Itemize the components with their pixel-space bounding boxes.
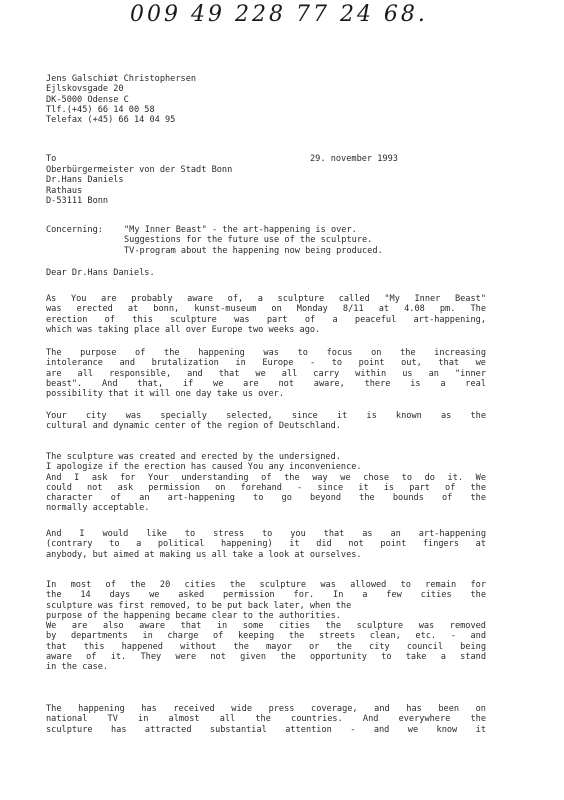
recipient-line: Oberbürgermeister von der Stadt Bonn (46, 165, 233, 175)
paragraph-line: aware of it. They were not given the opportunity to take a stand (46, 652, 486, 663)
concerning-line: TV-program about the happening now being produced. (124, 245, 383, 256)
paragraph-line: We are also aware that in some cities the sculpture was removed (46, 621, 486, 632)
concerning-line: Suggestions for the future use of the sculpture. (124, 235, 373, 246)
recipient-line: Rathaus (46, 185, 83, 196)
paragraph-line: by departments in charge of keeping the streets clean, etc. - and (46, 631, 486, 642)
handwritten-fax-number: 009 49 228 77 24 68. (130, 2, 428, 27)
paragraph-line: was erected at bonn, kunst-museum on Monday 8/11 at 4.08 pm. The (46, 304, 486, 315)
paragraph-line: the 14 days we asked permission for. In a few cities the (46, 590, 486, 601)
paragraph-line: The sculpture was created and erected by the undersigned. (46, 452, 341, 462)
paragraph-line: are all responsible, and that we all carry within us an "inner (46, 368, 486, 379)
paragraph-1 (46, 294, 486, 335)
sender-address (46, 74, 486, 125)
paragraph-5 (46, 529, 486, 560)
paragraph-line: The purpose of the happening was to focus on the increasing (46, 348, 486, 358)
paragraph-line: in the case. (46, 662, 109, 673)
sender-line: Ejlskovsgade 20 (46, 84, 124, 95)
paragraph-line: And I would like to stress to you that as an art-happening (46, 529, 486, 539)
paragraph-4 (46, 452, 486, 514)
sender-line: Tlf.(+45) 66 14 00 58 (46, 104, 155, 115)
paragraph-line: (contrary to a political happening) it did not point fingers at (46, 539, 486, 550)
recipient-line: Dr.Hans Daniels (46, 175, 124, 186)
paragraph-line: character of an art-happening to go beyond the bounds of the (46, 493, 486, 504)
paragraph-line: beast". And that, if we are not aware, there is a real (46, 378, 486, 389)
paragraph-2 (46, 348, 486, 399)
paragraph-line: Your city was specially selected, since it is known as the (46, 411, 486, 421)
paragraph-line: anybody, but aimed at making us all take a look at ourselves. (46, 549, 362, 560)
sender-line: Jens Galschiøt Christophersen (46, 74, 197, 84)
concerning-subject (124, 225, 486, 256)
paragraph-line: I apologize if the erection has caused You any inconvenience. (46, 462, 362, 473)
paragraph-line: possibility that it will one day take us over. (46, 389, 284, 400)
paragraph-7 (46, 704, 486, 735)
paragraph-line: sculpture has attracted substantial attention - and we know it (46, 724, 486, 735)
concerning-label: Concerning: (46, 225, 103, 235)
sender-line: Telefax (+45) 66 14 04 95 (46, 115, 176, 126)
paragraph-line: The happening has received wide press coverage, and has been on (46, 704, 486, 714)
paragraph-line: As You are probably aware of, a sculpture called "My Inner Beast" (46, 294, 486, 304)
paragraph-line: normally acceptable. (46, 503, 150, 514)
concerning-line: "My Inner Beast" - the art-happening is over. (124, 225, 357, 235)
letter-date: 29. november 1993 (310, 154, 398, 164)
to-label (46, 154, 486, 164)
paragraph-line: In most of the 20 cities the sculpture was allowed to remain for (46, 580, 486, 590)
paragraph-3 (46, 411, 486, 432)
paragraph-line: And I ask for Your understanding of the way we chose to do it. We (46, 472, 486, 483)
paragraph-line: intolerance and brutalization in Europe - to point out, that we (46, 358, 486, 369)
paragraph-line: sculpture was first removed, to be put back later, when the (46, 600, 352, 611)
paragraph-6 (46, 580, 486, 673)
recipient-line: D-53111 Bonn (46, 195, 109, 206)
recipient-address (46, 165, 486, 206)
paragraph-line: cultural and dynamic center of the region of Deutschland. (46, 421, 341, 432)
salutation (46, 268, 486, 278)
paragraph-line: that this happened without the mayor or the city council being (46, 641, 486, 652)
paragraph-line: which was taking place all over Europe two weeks ago. (46, 324, 321, 335)
paragraph-line: erection of this sculpture was part of a peaceful art-happening, (46, 314, 486, 325)
to-label-text: To (46, 154, 57, 164)
sender-line: DK-5000 Odense C (46, 94, 129, 105)
paragraph-line: could not ask permission on forehand - since it is part of the (46, 482, 486, 493)
paragraph-line: purpose of the happening became clear to the authorities. (46, 610, 341, 621)
salutation-text: Dear Dr.Hans Daniels. (46, 268, 155, 278)
paragraph-line: national TV in almost all the countries. And everywhere the (46, 714, 486, 725)
